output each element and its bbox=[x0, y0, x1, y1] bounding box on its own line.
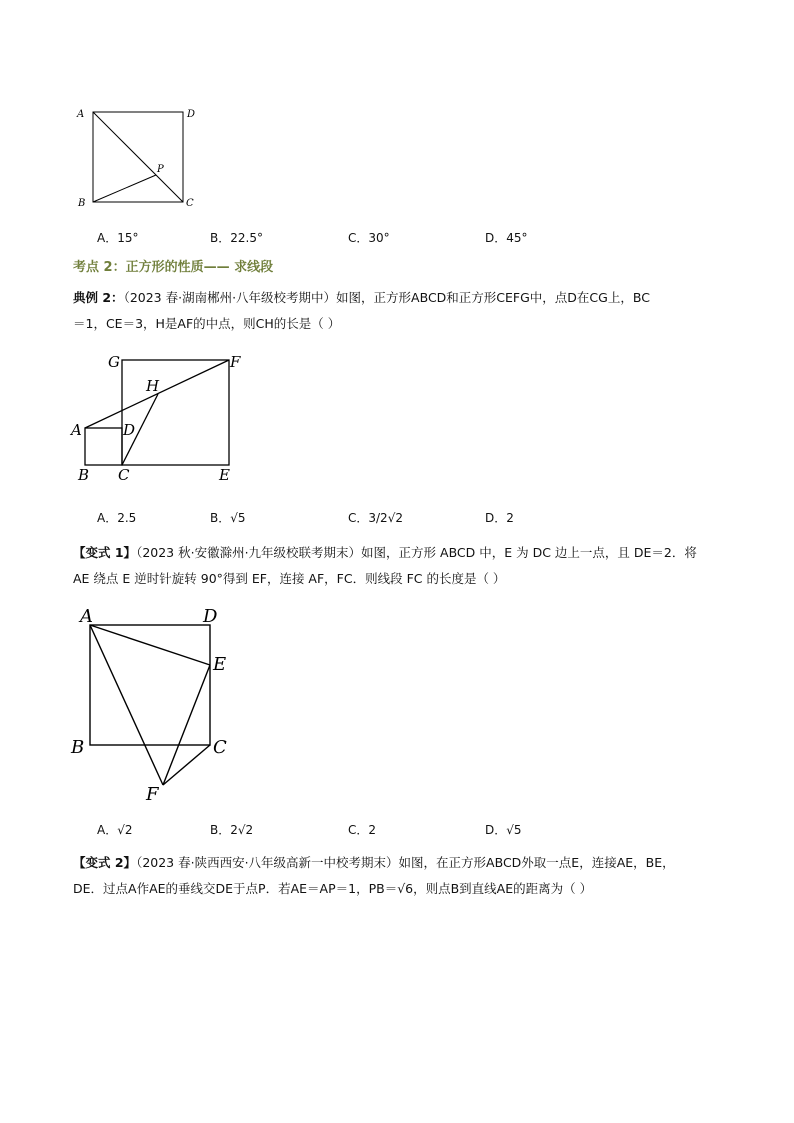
label-P: P bbox=[157, 164, 164, 175]
variant1-option-b[interactable]: B．2√2 bbox=[210, 823, 254, 837]
example2-figure bbox=[68, 348, 258, 488]
label-A: A bbox=[77, 109, 85, 120]
variant1-figure bbox=[66, 600, 246, 805]
segment-ae bbox=[90, 625, 210, 665]
example2-line2: ＝1，CE＝3，H是AF的中点，则CH的长是（ ） bbox=[73, 316, 341, 331]
label-B: B bbox=[78, 198, 86, 209]
q1-option-a[interactable]: A．15° bbox=[97, 231, 139, 245]
variant1-line1: （2023 秋·安徽滁州·九年级校联考期末）如图，正方形 ABCD 中，E 为 DC 边上一点，且 DE＝2．将 bbox=[136, 545, 697, 560]
q1-option-b[interactable]: B．22.5° bbox=[210, 231, 263, 245]
q1-figure bbox=[70, 100, 210, 215]
label-E: E bbox=[213, 654, 227, 675]
example2-tag: 典例 2： bbox=[73, 290, 124, 305]
example2-question bbox=[73, 285, 733, 337]
label-D: D bbox=[187, 109, 196, 120]
diagonal-ac bbox=[93, 112, 183, 202]
label-B: B bbox=[78, 466, 90, 484]
segment-fc bbox=[163, 745, 210, 785]
label-E: E bbox=[219, 466, 230, 484]
example2-option-d[interactable]: D．2 bbox=[485, 511, 514, 525]
square-cefg bbox=[122, 360, 229, 465]
label-D: D bbox=[203, 606, 218, 627]
example2-option-c[interactable]: C．3/2√2 bbox=[348, 511, 403, 525]
square-abcd bbox=[85, 428, 122, 465]
variant1-option-d[interactable]: D．√5 bbox=[485, 823, 522, 837]
section-heading: 考点 2：正方形的性质—— 求线段 bbox=[73, 260, 274, 275]
square-abcd bbox=[90, 625, 210, 745]
variant1-question bbox=[73, 540, 733, 592]
variant2-question bbox=[73, 850, 733, 902]
example2-line1: （2023 春·湖南郴州·八年级校考期中）如图，正方形ABCD和正方形CEFG中，点D在CG上，BC bbox=[123, 290, 650, 305]
label-B: B bbox=[71, 737, 85, 758]
segment-ef bbox=[163, 665, 210, 785]
label-A: A bbox=[71, 421, 82, 439]
variant2-line2: DE．过点A作AE的垂线交DE于点P．若AE＝AP＝1，PB＝√6，则点B到直线AE的距离为（ ） bbox=[73, 881, 593, 896]
variant2-tag: 【变式 2】 bbox=[73, 855, 137, 870]
q1-option-c[interactable]: C．30° bbox=[348, 231, 390, 245]
label-G: G bbox=[108, 353, 120, 371]
label-C: C bbox=[213, 737, 227, 758]
label-A: A bbox=[80, 606, 93, 627]
example2-option-a[interactable]: A．2.5 bbox=[97, 511, 137, 525]
variant2-line1: （2023 春·陕西西安·八年级高新一中校考期末）如图，在正方形ABCD外取一点E，连接AE，BE， bbox=[136, 855, 675, 870]
variant1-tag: 【变式 1】 bbox=[73, 545, 137, 560]
label-D: D bbox=[123, 421, 136, 439]
label-C: C bbox=[118, 466, 130, 484]
segment-bp bbox=[93, 175, 156, 202]
example2-option-b[interactable]: B．√5 bbox=[210, 511, 246, 525]
label-F: F bbox=[230, 353, 241, 371]
variant1-line2: AE 绕点 E 逆时针旋转 90°得到 EF，连接 AF，FC．则线段 FC 的长度是（ ） bbox=[73, 571, 506, 586]
label-H: H bbox=[146, 377, 160, 395]
variant1-option-c[interactable]: C．2 bbox=[348, 823, 377, 837]
segment-af bbox=[90, 625, 163, 785]
variant1-option-a[interactable]: A．√2 bbox=[97, 823, 133, 837]
label-F: F bbox=[146, 784, 159, 805]
q1-option-d[interactable]: D．45° bbox=[485, 231, 528, 245]
label-C: C bbox=[186, 198, 194, 209]
